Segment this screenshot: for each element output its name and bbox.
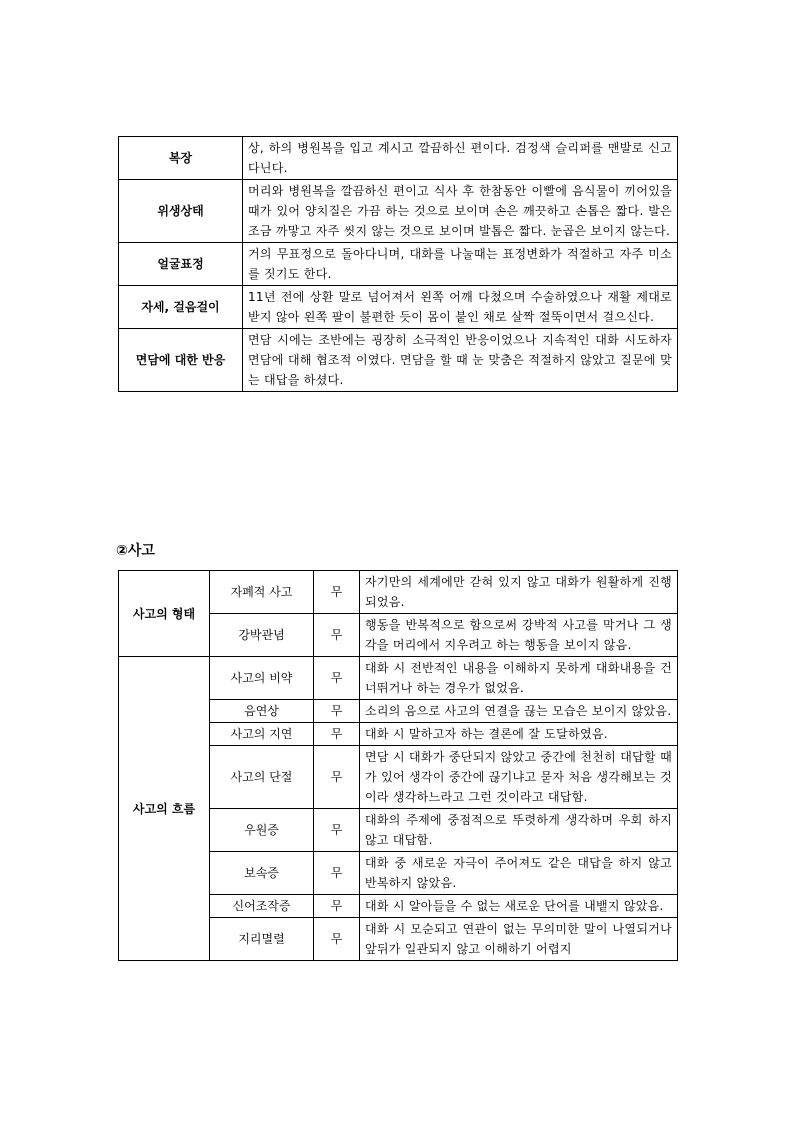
table-row xyxy=(119,180,678,243)
thought-desc: 대화 시 모순되고 연관이 없는 무의미한 말이 나열되거나 앞뒤가 일관되지 않고 이해하기 어렵지 xyxy=(360,918,678,961)
thought-desc: 대화 시 전반적인 내용을 이해하지 못하게 대화내용을 건너뛰거나 하는 경우가 없었음. xyxy=(360,657,678,700)
thought-item: 자폐적 사고 xyxy=(210,571,314,614)
table-row xyxy=(119,329,678,392)
thought-desc: 소리의 음으로 사고의 연결을 끊는 모습은 보이지 않았음. xyxy=(360,700,678,723)
thought-status: 무 xyxy=(314,852,360,895)
thought-status: 무 xyxy=(314,809,360,852)
thought-status: 무 xyxy=(314,918,360,961)
thought-form-category: 사고의 형태 xyxy=(119,571,210,657)
thought-desc: 행동을 반복적으로 함으로써 강박적 사고를 막거나 그 생각을 머리에서 지우려고 하는 행동을 보이지 않음. xyxy=(360,614,678,657)
thought-item: 음연상 xyxy=(210,700,314,723)
thought-desc: 대화의 주제에 중점적으로 뚜렷하게 생각하며 우회 하지 않고 대답함. xyxy=(360,809,678,852)
thought-item: 사고의 지연 xyxy=(210,723,314,746)
appearance-desc-hygiene: 머리와 병원복을 깔끔하신 편이고 식사 후 한참동안 이빨에 음식물이 끼어있을 때가 있어 양치질은 가끔 하는 것으로 보이며 손은 깨끗하고 손톱은 짧다. 발은 조금 까맣고 자주 씻지 않는 것으로 보이며 발톱은 짧다. 눈곱은 보이지 않는다. xyxy=(243,180,678,243)
appearance-label-clothing: 복장 xyxy=(119,137,243,180)
thought-desc: 대화 시 알아들을 수 없는 새로운 단어를 내뱉지 않았음. xyxy=(360,895,678,918)
appearance-label-hygiene: 위생상태 xyxy=(119,180,243,243)
thought-status: 무 xyxy=(314,657,360,700)
table-row xyxy=(119,243,678,286)
thought-item: 사고의 단절 xyxy=(210,746,314,809)
thought-desc: 자기만의 세계에만 갇혀 있지 않고 대화가 원활하게 진행되었음. xyxy=(360,571,678,614)
thought-item: 신어조작증 xyxy=(210,895,314,918)
thought-item: 사고의 비약 xyxy=(210,657,314,700)
table-row xyxy=(119,137,678,180)
thought-desc: 대화 중 새로운 자극이 주어져도 같은 대답을 하지 않고 반복하지 않았음. xyxy=(360,852,678,895)
thought-item: 보속증 xyxy=(210,852,314,895)
thought-item: 우원증 xyxy=(210,809,314,852)
thought-table xyxy=(118,570,678,961)
appearance-desc-posture-gait: 11년 전에 상환 말로 넘어져서 왼쪽 어깨 다쳤으며 수술하였으나 재활 제대로 받지 않아 왼쪽 팔이 불편한 듯이 몸이 붙인 채로 살짝 절뚝이면서 걸으신다. xyxy=(243,286,678,329)
appearance-label-interview-response: 면담에 대한 반응 xyxy=(119,329,243,392)
appearance-desc-clothing: 상, 하의 병원복을 입고 계시고 깔끔하신 편이다. 검정색 슬리퍼를 맨발로 신고 다닌다. xyxy=(243,137,678,180)
thought-item: 지리멸렬 xyxy=(210,918,314,961)
table-row xyxy=(119,286,678,329)
appearance-label-posture-gait: 자세, 걸음걸이 xyxy=(119,286,243,329)
table-row xyxy=(119,571,678,614)
thought-status: 무 xyxy=(314,746,360,809)
thought-status: 무 xyxy=(314,571,360,614)
appearance-label-facial-expression: 얼굴표정 xyxy=(119,243,243,286)
appearance-desc-interview-response: 면담 시에는 조반에는 굉장히 소극적인 반응이었으나 지속적인 대화 시도하자 면담에 대해 협조적 이였다. 면담을 할 때 눈 맞춤은 적절하지 않았고 질문에 맞는 대답을 하셨다. xyxy=(243,329,678,392)
thought-desc: 대화 시 말하고자 하는 결론에 잘 도달하였음. xyxy=(360,723,678,746)
appearance-desc-facial-expression: 거의 무표정으로 돌아다니며, 대화를 나눌때는 표정변화가 적절하고 자주 미소를 짓기도 한다. xyxy=(243,243,678,286)
thought-status: 무 xyxy=(314,614,360,657)
section-heading: ②사고 xyxy=(116,543,155,559)
thought-status: 무 xyxy=(314,895,360,918)
table-row xyxy=(119,657,678,700)
appearance-table xyxy=(118,136,678,392)
thought-status: 무 xyxy=(314,723,360,746)
thought-flow-category: 사고의 흐름 xyxy=(119,657,210,961)
thought-desc: 면담 시 대화가 중단되지 않았고 중간에 천천히 대답할 때가 있어 생각이 중간에 끊기냐고 묻자 처음 생각해보는 것이라 생각하느라고 그런 것이라고 대답함. xyxy=(360,746,678,809)
thought-item: 강박관념 xyxy=(210,614,314,657)
thought-status: 무 xyxy=(314,700,360,723)
